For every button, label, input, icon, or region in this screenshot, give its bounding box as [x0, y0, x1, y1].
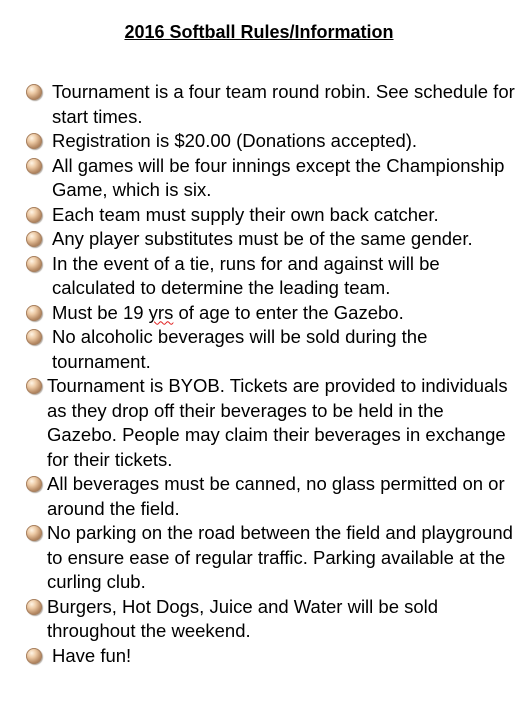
list-item [26, 325, 516, 374]
bullet-icon [26, 648, 42, 664]
list-item [26, 203, 516, 228]
rules-list [26, 80, 516, 668]
rule-text: Have fun! [52, 644, 132, 666]
bullet-icon [26, 231, 42, 247]
list-item [26, 521, 516, 595]
rule-text: Tournament is BYOB. Tickets are provided to individuals as they drop off their beverages to be held in the Gazebo. People may claim their beverages in exchange for their tickets. [47, 375, 508, 470]
bullet-icon [26, 329, 42, 345]
bullet-icon [26, 378, 42, 394]
rule-text: Any player substitutes must be of the same gender. [52, 228, 473, 249]
page-title: 2016 Softball Rules/Information [124, 22, 394, 42]
bullet-icon [26, 133, 42, 149]
rule-text-after: of age to enter the Gazebo. [173, 301, 404, 323]
rule-text: No parking on the road between the field and playground to ensure ease of regular traffic. Parking available at the curling club. [47, 522, 513, 592]
list-item [26, 154, 516, 203]
bullet-icon [26, 305, 42, 321]
rule-text: In the event of a tie, runs for and against will be calculated to determine the leading team. [52, 252, 440, 298]
rule-text: Registration is $20.00 (Donations accepted). [52, 130, 418, 151]
bullet-icon [26, 158, 42, 174]
list-item [26, 472, 516, 521]
rule-text: Tournament is a four team round robin. See schedule for start times. [52, 81, 515, 127]
list-item [26, 227, 516, 252]
list-item [26, 80, 516, 129]
spellcheck-marked-word: yrs [148, 301, 174, 323]
list-item [26, 595, 516, 644]
rule-text-before: Must be 19 [52, 301, 149, 323]
bullet-icon [26, 476, 42, 492]
bullet-icon [26, 599, 42, 615]
list-item [26, 129, 516, 154]
rule-text [47, 301, 516, 326]
bullet-icon [26, 256, 42, 272]
rule-text: Each team must supply their own back catcher. [52, 203, 439, 225]
bullet-icon [26, 525, 42, 541]
list-item [26, 374, 516, 472]
list-item [26, 252, 516, 301]
bullet-icon [26, 207, 42, 223]
bullet-icon [26, 84, 42, 100]
rule-text: All games will be four innings except the Championship Game, which is six. [52, 154, 505, 200]
rule-text: Burgers, Hot Dogs, Juice and Water will be sold throughout the weekend. [47, 595, 439, 641]
list-item [26, 301, 516, 326]
list-item [26, 644, 516, 669]
rule-text: No alcoholic beverages will be sold during the tournament. [52, 326, 428, 372]
rule-text: All beverages must be canned, no glass permitted on or around the field. [47, 473, 505, 519]
